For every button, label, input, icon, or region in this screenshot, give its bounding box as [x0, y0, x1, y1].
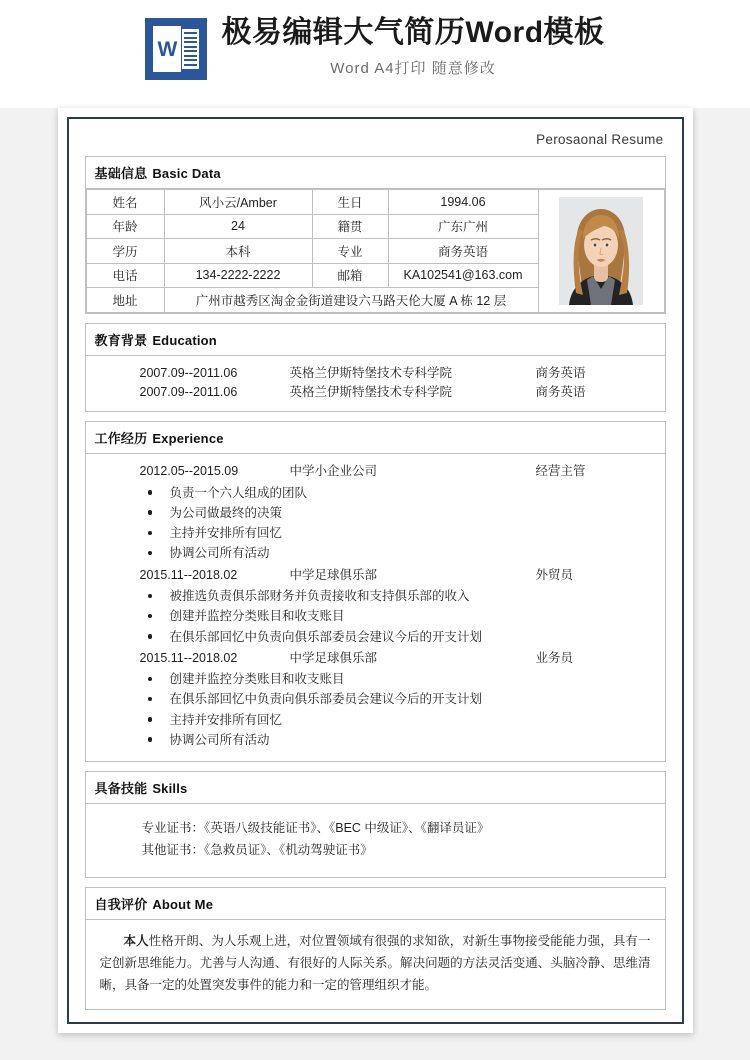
field-label: 生日 — [312, 190, 388, 215]
profile-photo-image — [559, 197, 643, 305]
section-title-about-me — [86, 888, 665, 920]
experience-entry — [86, 649, 665, 750]
experience-entry — [86, 566, 665, 647]
experience-date: 2012.05--2015.09 — [139, 464, 239, 479]
education-school: 英格兰伊斯特堡技术专科学院 — [289, 384, 453, 399]
section-body-education — [86, 356, 665, 412]
list-item: 负责一个六人组成的团队 — [86, 483, 657, 503]
section-title-about-en: About Me — [152, 896, 214, 912]
section-title-education-en: Education — [152, 332, 217, 348]
field-label: 籍贯 — [312, 214, 388, 239]
field-value: 广东广州 — [388, 214, 538, 239]
field-label: 专业 — [312, 239, 388, 264]
sheet-area — [0, 108, 750, 1060]
education-major: 商务英语 — [535, 365, 586, 380]
section-about-me — [85, 887, 666, 1010]
resume-sheet — [58, 108, 693, 1033]
field-value-address: 广州市越秀区淘金金街道建设六马路天伦大厦 A 栋 12 层 — [164, 288, 538, 313]
education-entry — [86, 383, 665, 402]
field-label: 年龄 — [86, 214, 164, 239]
education-date: 2007.09--2011.06 — [139, 365, 238, 380]
experience-bullets — [86, 586, 665, 647]
list-item: 创建并监控分类账目和收支账目 — [86, 669, 657, 689]
list-item: 协调公司所有活动 — [86, 730, 657, 750]
section-body-experience — [86, 454, 665, 761]
section-title-education — [86, 324, 665, 356]
word-logo-lines — [182, 29, 199, 69]
skills-line: 专业证书：《英语八级技能证书》、《BEC 中级证》、《翻译员证》 — [141, 821, 490, 836]
banner-text — [221, 14, 604, 78]
section-title-experience — [86, 422, 665, 454]
word-logo-page — [153, 26, 181, 72]
skills-line: 其他证书：《急救员证》、《机动驾驶证书》 — [141, 843, 373, 857]
education-entry — [86, 364, 665, 383]
list-item: 为公司做最终的决策 — [86, 503, 657, 523]
field-value: 24 — [164, 214, 312, 239]
section-title-experience-en: Experience — [152, 431, 224, 447]
section-title-skills-cn: 具备技能 — [94, 781, 148, 797]
list-item: 创建并监控分类账目和收支账目 — [86, 606, 657, 626]
field-value: KA102541@163.com — [388, 263, 538, 288]
list-item: 被推选负责俱乐部财务并负责接收和支持俱乐部的收入 — [86, 586, 657, 606]
field-value: 本科 — [164, 239, 312, 264]
list-item: 在俱乐部回忆中负责向俱乐部委员会建议今后的开支计划 — [86, 627, 657, 647]
about-me-body: 性格开朗、为人乐观上进，对位置领域有很强的求知欲，对新生事物接受能能力强，具有一定创新思维能力。尤善与人沟通、有很好的人际关系。解决问题的方法灵活变通、头脑冷静、思维清晰，具备一定的处置突发事件的能力和一定的管理组织才能。 — [99, 933, 651, 993]
banner-title: 极易编辑大气简历Word模板 — [221, 16, 605, 49]
experience-role: 外贸员 — [535, 567, 574, 582]
experience-date: 2015.11--2018.02 — [139, 567, 238, 582]
section-body-about-me — [86, 920, 665, 1009]
experience-heading — [86, 462, 665, 481]
banner-inner — [145, 14, 604, 80]
experience-date: 2015.11--2018.02 — [139, 650, 238, 665]
experience-role: 业务员 — [535, 650, 574, 665]
section-experience — [85, 421, 666, 762]
list-item: 在俱乐部回忆中负责向俱乐部委员会建议今后的开支计划 — [86, 689, 657, 709]
section-title-basic-cn: 基础信息 — [94, 166, 148, 181]
banner-subtitle: Word A4打印 随意修改 — [330, 59, 496, 77]
section-title-basic-data — [86, 157, 665, 189]
section-title-skills-en: Skills — [152, 781, 188, 797]
experience-entry — [86, 462, 665, 563]
experience-company: 中学小企业公司 — [289, 464, 378, 479]
experience-heading — [86, 649, 665, 668]
table-row — [86, 190, 664, 215]
about-me-text — [100, 930, 651, 997]
section-title-about-cn: 自我评价 — [94, 896, 148, 912]
word-logo-letter: W — [157, 37, 178, 61]
field-value: 商务英语 — [388, 239, 538, 264]
word-logo-icon — [145, 18, 207, 80]
experience-heading — [86, 566, 665, 585]
section-basic-data — [85, 156, 666, 314]
field-value: 1994.06 — [388, 190, 538, 215]
resume-frame — [67, 117, 684, 1024]
field-label: 姓名 — [86, 190, 164, 215]
field-label: 电话 — [86, 263, 164, 288]
list-item: 协调公司所有活动 — [86, 543, 657, 563]
experience-bullets — [86, 669, 665, 750]
basic-data-table — [86, 189, 665, 313]
section-education — [85, 323, 666, 413]
field-value: 风小云/Amber — [164, 190, 312, 215]
page-banner — [0, 0, 750, 108]
section-body-basic-data — [86, 189, 665, 313]
section-skills — [85, 771, 666, 878]
section-title-skills — [86, 772, 665, 804]
section-title-education-cn: 教育背景 — [94, 332, 148, 348]
section-body-skills — [86, 804, 665, 877]
education-date: 2007.09--2011.06 — [139, 384, 238, 399]
document-header-label: Perosaonal Resume — [536, 132, 664, 147]
list-item: 主持并安排所有回忆 — [86, 523, 657, 543]
field-label: 学历 — [86, 239, 164, 264]
field-label: 地址 — [86, 288, 164, 313]
education-school: 英格兰伊斯特堡技术专科学院 — [289, 365, 453, 380]
section-title-basic-en: Basic Data — [152, 166, 221, 181]
experience-role: 经营主管 — [535, 464, 586, 479]
education-major: 商务英语 — [535, 384, 586, 399]
experience-company: 中学足球俱乐部 — [289, 567, 378, 582]
photo-cell — [538, 190, 664, 313]
profile-photo — [559, 197, 643, 305]
about-me-lead: 本人 — [123, 933, 149, 948]
section-title-experience-cn: 工作经历 — [94, 431, 148, 447]
experience-bullets — [86, 483, 665, 564]
list-item: 主持并安排所有回忆 — [86, 710, 657, 730]
experience-company: 中学足球俱乐部 — [289, 650, 378, 665]
field-label: 邮箱 — [312, 263, 388, 288]
field-value: 134-2222-2222 — [164, 263, 312, 288]
